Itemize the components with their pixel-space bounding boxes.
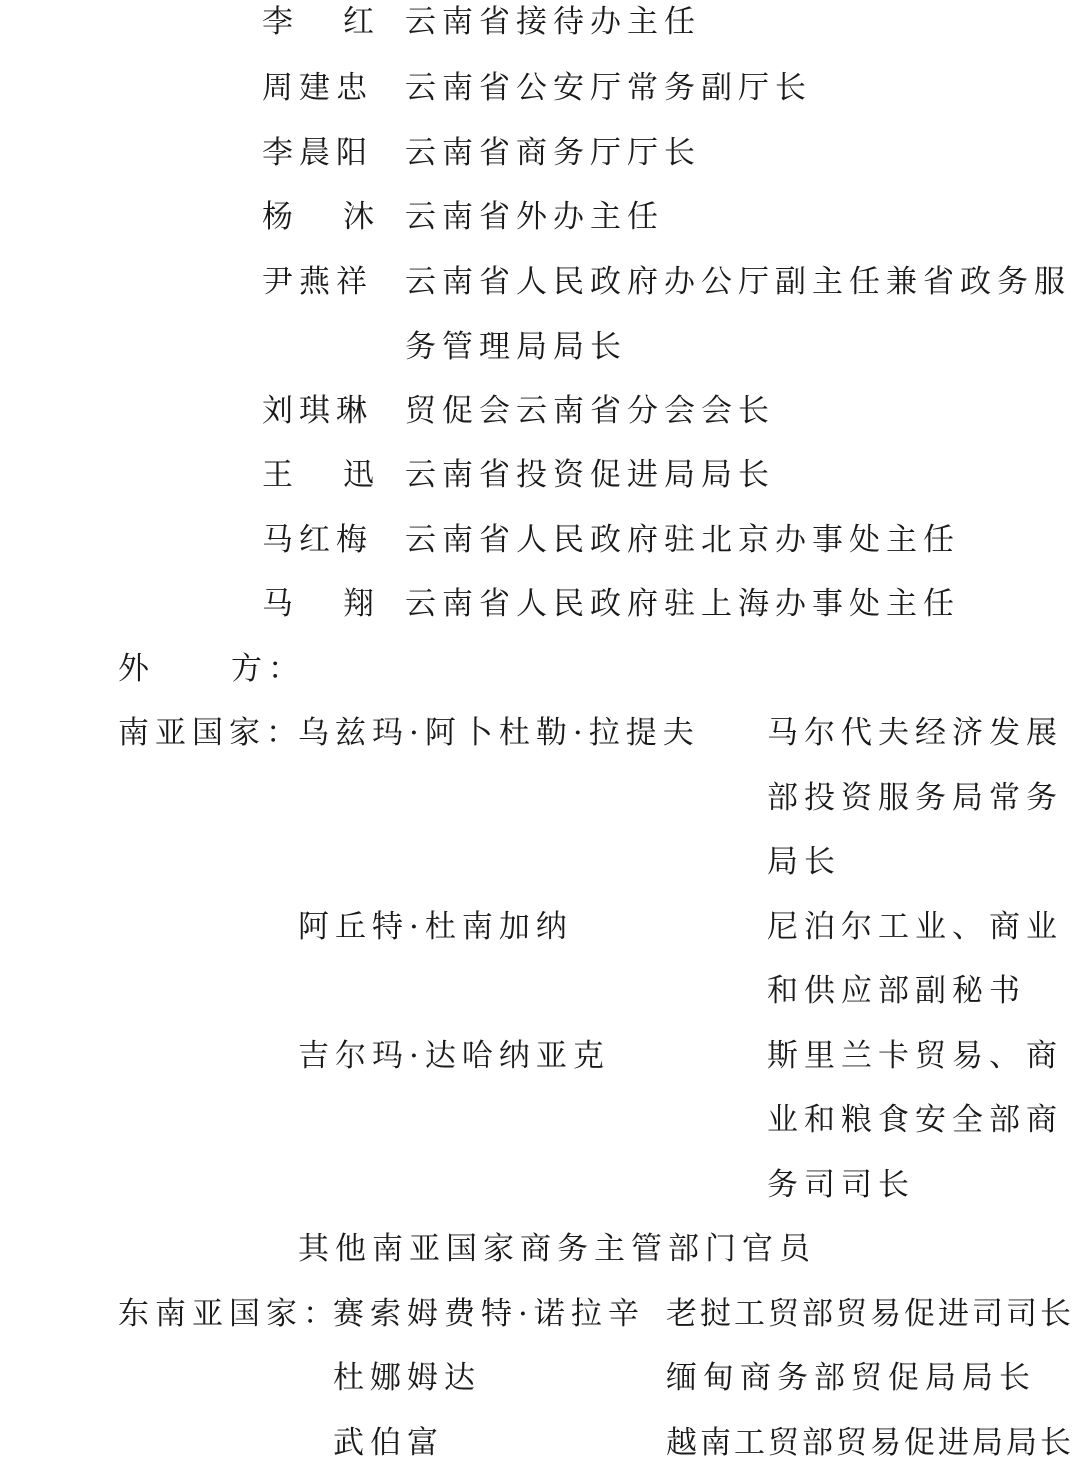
person-title-line-3: 局长	[767, 844, 841, 880]
person-name: 阿丘特·杜南加纳	[298, 909, 573, 945]
person-title: 云南省人民政府驻北京办事处主任	[405, 522, 960, 558]
person-name: 武伯富	[333, 1425, 444, 1461]
person-name: 吉尔玛·达哈纳亚克	[298, 1038, 610, 1074]
person-title-line-1: 斯里兰卡贸易、商	[767, 1038, 1063, 1074]
foreign-heading: 外 方：	[118, 651, 305, 687]
person-name: 马红梅	[262, 522, 373, 558]
person-title: 缅甸商务部贸促局局长	[666, 1360, 1036, 1396]
person-title: 云南省外办主任	[405, 199, 664, 235]
person-title: 云南省公安厅常务副厅长	[405, 70, 812, 106]
person-name: 杜娜姆达	[333, 1360, 481, 1396]
person-title-line-2: 和供应部副秘书	[767, 973, 1026, 1009]
person-title-line-1: 尼泊尔工业、商业	[767, 909, 1063, 945]
person-name: 尹燕祥	[262, 264, 373, 300]
person-title-line-2: 部投资服务局常务	[767, 780, 1063, 816]
person-name: 王 迅	[262, 457, 380, 493]
person-name: 杨 沐	[262, 199, 380, 235]
person-title: 贸促会云南省分会会长	[405, 393, 775, 429]
region-label: 东南亚国家：	[118, 1296, 340, 1332]
person-name: 乌兹玛·阿卜杜勒·拉提夫	[298, 715, 700, 751]
person-name: 周建忠	[262, 70, 373, 106]
person-title-line-1: 马尔代夫经济发展	[767, 715, 1063, 751]
person-title-line-1: 云南省人民政府办公厅副主任兼省政务服	[405, 264, 1071, 300]
person-name: 赛索姆费特·诺拉辛	[333, 1296, 645, 1332]
region-label: 南亚国家：	[118, 715, 303, 751]
person-title: 越南工贸部贸易促进局局长	[666, 1425, 1074, 1461]
person-name: 马 翔	[262, 586, 380, 622]
person-name: 李 红	[262, 4, 380, 40]
person-title: 云南省商务厅厅长	[405, 135, 701, 171]
person-name: 刘琪琳	[262, 393, 373, 429]
person-name: 李晨阳	[262, 135, 373, 171]
person-title: 老挝工贸部贸易促进司司长	[666, 1296, 1074, 1332]
others-line: 其他南亚国家商务主管部门官员	[298, 1231, 816, 1267]
person-title-line-2: 业和粮食安全部商	[767, 1102, 1063, 1138]
person-title: 云南省接待办主任	[405, 4, 701, 40]
person-title: 云南省投资促进局局长	[405, 457, 775, 493]
person-title-line-3: 务司司长	[767, 1167, 915, 1203]
person-title-line-2: 务管理局局长	[405, 329, 627, 365]
person-title: 云南省人民政府驻上海办事处主任	[405, 586, 960, 622]
